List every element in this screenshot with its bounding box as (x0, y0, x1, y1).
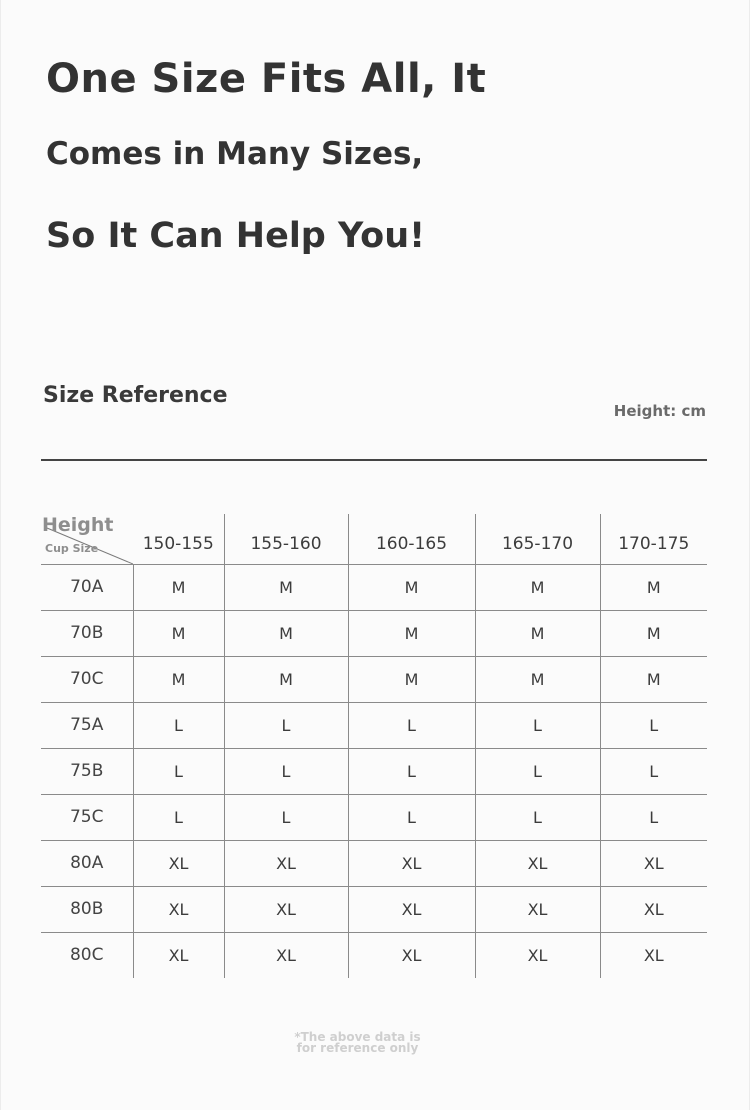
table-row (41, 610, 707, 656)
cup-size-cell: 80A (41, 840, 133, 886)
size-cell: XL (224, 840, 348, 886)
size-cell: M (475, 564, 600, 610)
size-cell: L (475, 748, 600, 794)
column-header: 170-175 (600, 514, 707, 564)
size-cell: L (224, 794, 348, 840)
headline-line-3: So It Can Help You! (46, 216, 426, 256)
corner-height-label: Height (42, 514, 114, 536)
size-cell: L (224, 748, 348, 794)
size-cell: M (600, 656, 707, 702)
size-cell: XL (348, 840, 475, 886)
size-cell: L (600, 702, 707, 748)
column-header: 165-170 (475, 514, 600, 564)
size-cell: L (348, 748, 475, 794)
corner-cup-size-label: Cup Size (45, 542, 99, 555)
size-reference-title: Size Reference (43, 383, 228, 408)
table-row (41, 840, 707, 886)
table-row (41, 702, 707, 748)
headline-line-1: One Size Fits All, It (46, 56, 487, 102)
column-header: 150-155 (142, 533, 214, 554)
size-cell: L (600, 748, 707, 794)
size-cell: L (475, 794, 600, 840)
table-row (41, 932, 707, 978)
cup-size-cell: 75B (41, 748, 133, 794)
size-cell: M (133, 656, 224, 702)
cup-size-cell: 70C (41, 656, 133, 702)
cup-size-cell: 70A (41, 564, 133, 610)
size-cell: M (348, 610, 475, 656)
height-unit-label: Height: cm (613, 402, 706, 420)
size-cell: L (224, 702, 348, 748)
cup-size-cell: 70B (41, 610, 133, 656)
size-cell: M (224, 564, 348, 610)
size-cell: XL (475, 886, 600, 932)
size-reference-table (41, 514, 707, 978)
size-cell: XL (600, 840, 707, 886)
size-cell: M (475, 610, 600, 656)
size-cell: XL (348, 932, 475, 978)
size-cell: M (224, 610, 348, 656)
cup-size-cell: 75A (41, 702, 133, 748)
size-cell: M (133, 610, 224, 656)
size-cell: XL (475, 840, 600, 886)
footnote-line-1: *The above data is (294, 1030, 421, 1044)
size-cell: XL (600, 886, 707, 932)
cup-size-cell: 80C (41, 932, 133, 978)
column-header: 155-160 (224, 514, 348, 564)
size-cell: L (133, 702, 224, 748)
size-cell: XL (600, 932, 707, 978)
table-row (41, 886, 707, 932)
table-row (41, 564, 707, 610)
size-cell: L (133, 748, 224, 794)
size-cell: M (348, 564, 475, 610)
size-cell: M (475, 656, 600, 702)
size-cell: L (348, 702, 475, 748)
size-cell: XL (348, 886, 475, 932)
size-cell: L (348, 794, 475, 840)
column-header: 160-165 (348, 514, 475, 564)
size-cell: XL (133, 840, 224, 886)
size-cell: XL (224, 932, 348, 978)
size-cell: M (224, 656, 348, 702)
table-row (41, 748, 707, 794)
size-cell: M (133, 564, 224, 610)
size-cell: XL (224, 886, 348, 932)
size-cell: XL (475, 932, 600, 978)
reference-footnote (0, 1032, 715, 1054)
size-cell: XL (133, 932, 224, 978)
headline-line-2: Comes in Many Sizes, (46, 136, 424, 172)
cup-size-cell: 75C (41, 794, 133, 840)
table-corner-cell (41, 514, 133, 564)
table-row (41, 794, 707, 840)
size-cell: XL (133, 886, 224, 932)
size-cell: M (600, 610, 707, 656)
size-cell: L (475, 702, 600, 748)
size-cell: L (600, 794, 707, 840)
section-divider (41, 459, 707, 461)
cup-size-cell: 80B (41, 886, 133, 932)
size-cell: M (600, 564, 707, 610)
footnote-line-2: for reference only (296, 1041, 419, 1055)
table-row (41, 656, 707, 702)
size-cell: M (348, 656, 475, 702)
size-cell: L (133, 794, 224, 840)
table-header-row (41, 514, 707, 564)
